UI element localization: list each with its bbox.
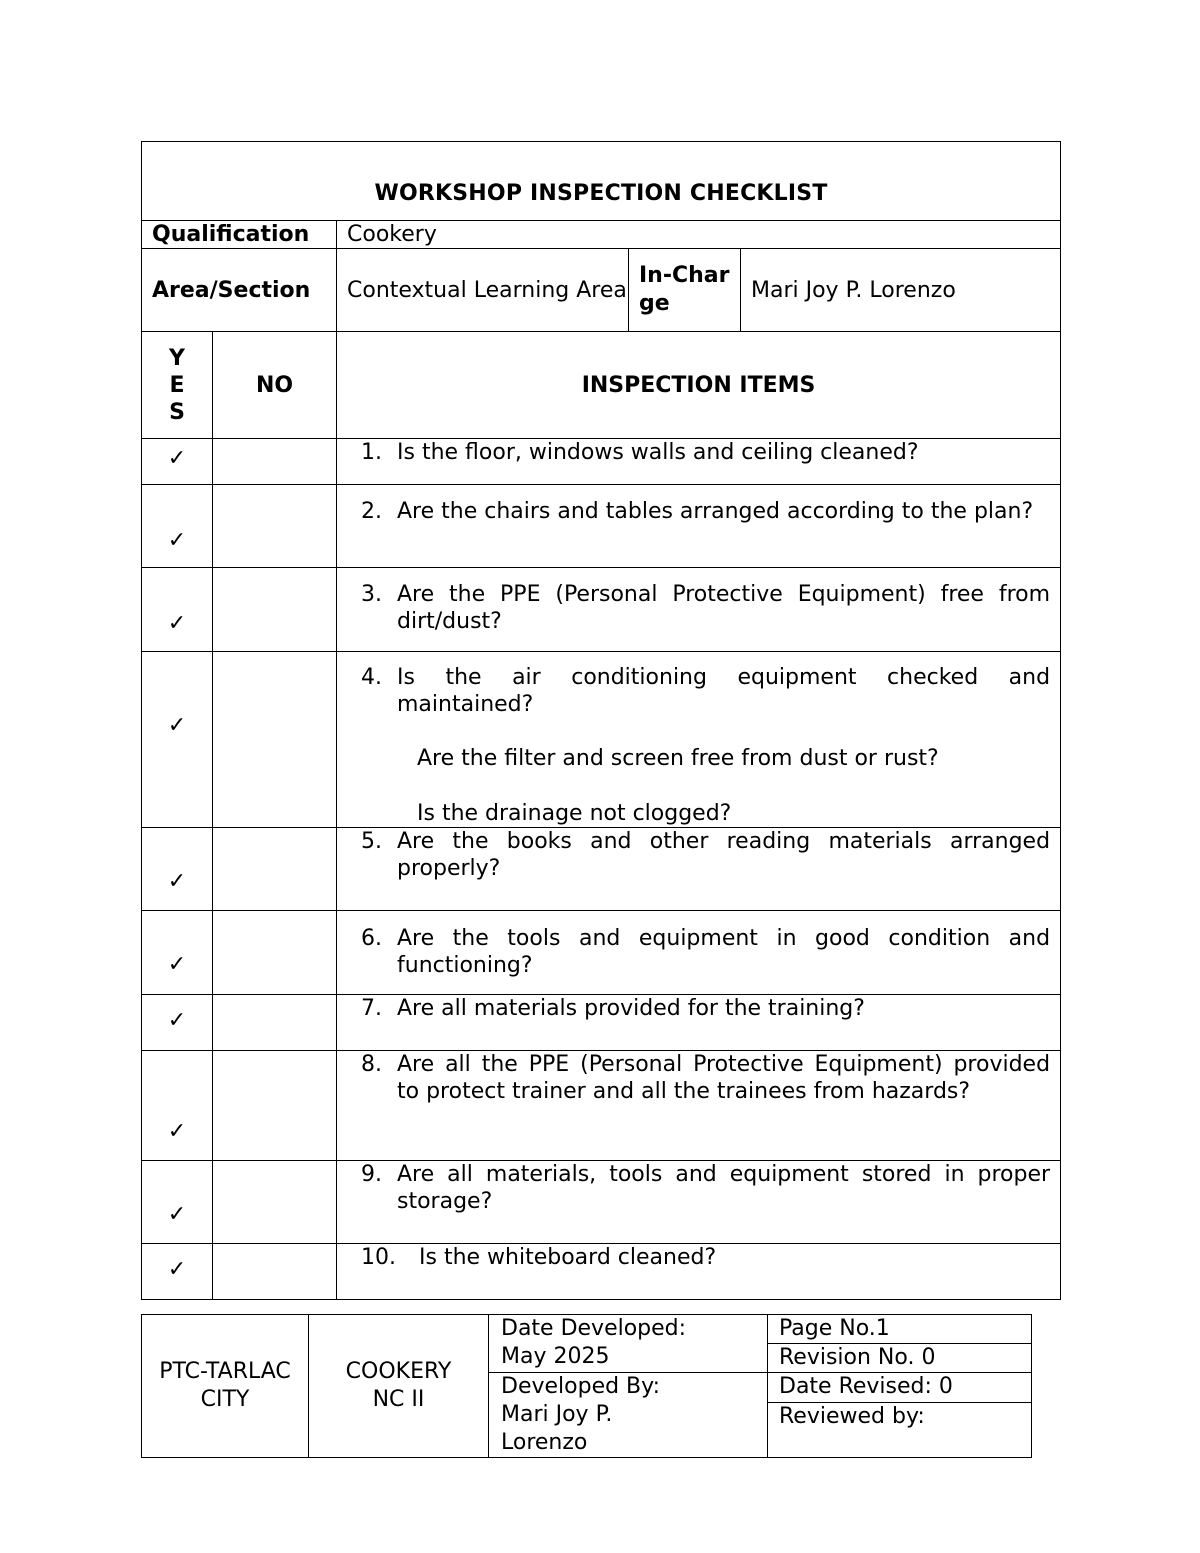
inspection-item	[337, 439, 1061, 485]
inspection-item	[337, 828, 1061, 911]
item-number: 6.	[361, 926, 382, 951]
inspection-item	[337, 485, 1061, 568]
check-icon: ✓	[167, 952, 187, 977]
item-number: 8.	[361, 1052, 382, 1077]
check-icon: ✓	[167, 1257, 187, 1282]
footer-reviewed-by: Reviewed by:	[768, 1403, 1032, 1458]
no-column-header: NO	[213, 332, 337, 439]
no-cell[interactable]	[213, 485, 337, 568]
inspection-item	[337, 1051, 1061, 1161]
yes-cell[interactable]	[142, 485, 213, 568]
in-charge-label: In-Charge	[629, 249, 741, 332]
item-subtext: Are the filter and screen free from dust or rust?	[417, 746, 939, 771]
item-number: 1.	[361, 440, 382, 465]
inspection-item	[337, 1161, 1061, 1244]
no-cell[interactable]	[213, 1161, 337, 1244]
no-cell[interactable]	[213, 568, 337, 652]
item-text: Are the books and other reading materials arranged properly?	[397, 829, 1051, 881]
no-cell[interactable]	[213, 828, 337, 911]
area-section-value: Contextual Learning Area	[337, 249, 629, 332]
footer-developed-by	[489, 1373, 768, 1458]
footer-date-developed	[489, 1315, 768, 1373]
yes-cell[interactable]	[142, 652, 213, 828]
item-text: Is the floor, windows walls and ceiling cleaned?	[397, 440, 919, 465]
item-text: Are the tools and equipment in good condition and functioning?	[397, 926, 1051, 978]
footer-revision-no: Revision No. 0	[768, 1344, 1032, 1373]
item-text: Are all the PPE (Personal Protective Equipment) provided to protect trainer and all the trainees from hazards?	[397, 1052, 1051, 1104]
inspection-item	[337, 911, 1061, 995]
check-icon: ✓	[167, 611, 187, 636]
no-cell[interactable]	[213, 995, 337, 1051]
item-number: 7.	[361, 996, 382, 1021]
yes-cell[interactable]	[142, 568, 213, 652]
qualification-value: Cookery	[337, 221, 1061, 249]
footer-page-no: Page No.1	[768, 1315, 1032, 1344]
yes-column-header: YES	[142, 332, 213, 439]
in-charge-value: Mari Joy P. Lorenzo	[741, 249, 1061, 332]
area-section-label: Area/Section	[142, 249, 337, 332]
footer-org: PTC-TARLAC CITY	[142, 1315, 309, 1458]
developed-by-label: Developed By:	[501, 1374, 660, 1399]
check-icon: ✓	[167, 528, 187, 553]
item-number: 4.	[361, 665, 382, 690]
document-footer-table	[141, 1314, 1032, 1458]
no-cell[interactable]	[213, 652, 337, 828]
checklist-title-cell	[142, 142, 1061, 221]
item-number: 5.	[361, 829, 382, 854]
inspection-item	[337, 995, 1061, 1051]
no-cell[interactable]	[213, 439, 337, 485]
date-developed-value: May 2025	[501, 1344, 610, 1369]
item-text: Is the air conditioning equipment checked and maintained?	[397, 665, 1051, 717]
no-cell[interactable]	[213, 911, 337, 995]
checklist-table	[141, 141, 1061, 1300]
yes-cell[interactable]	[142, 1244, 213, 1300]
qualification-label: Qualification	[142, 221, 337, 249]
yes-cell[interactable]	[142, 995, 213, 1051]
item-text: Are the chairs and tables arranged according to the plan?	[397, 499, 1034, 524]
footer-date-revised: Date Revised: 0	[768, 1373, 1032, 1403]
item-text: Is the whiteboard cleaned?	[419, 1245, 717, 1270]
item-number: 9.	[361, 1162, 382, 1187]
date-developed-label: Date Developed:	[501, 1316, 687, 1341]
item-number: 3.	[361, 582, 382, 607]
no-cell[interactable]	[213, 1051, 337, 1161]
check-icon: ✓	[167, 1008, 187, 1033]
item-subtext: Is the drainage not clogged?	[417, 801, 732, 826]
check-icon: ✓	[167, 1119, 187, 1144]
item-text: Are the PPE (Personal Protective Equipment) free from dirt/dust?	[397, 582, 1051, 634]
check-icon: ✓	[167, 869, 187, 894]
yes-cell[interactable]	[142, 439, 213, 485]
check-icon: ✓	[167, 446, 187, 471]
item-number: 10.	[361, 1245, 396, 1270]
check-icon: ✓	[167, 1202, 187, 1227]
yes-cell[interactable]	[142, 1161, 213, 1244]
checklist-title: WORKSHOP INSPECTION CHECKLIST	[374, 181, 828, 206]
inspection-items-header: INSPECTION ITEMS	[337, 332, 1061, 439]
check-icon: ✓	[167, 713, 187, 738]
yes-cell[interactable]	[142, 1051, 213, 1161]
item-text: Are all materials, tools and equipment stored in proper storage?	[397, 1162, 1051, 1214]
item-number: 2.	[361, 499, 382, 524]
developed-by-value: Mari Joy P. Lorenzo	[501, 1402, 613, 1455]
footer-course: COOKERY NC II	[309, 1315, 489, 1458]
inspection-item	[337, 652, 1061, 828]
inspection-item	[337, 568, 1061, 652]
inspection-item	[337, 1244, 1061, 1300]
no-cell[interactable]	[213, 1244, 337, 1300]
yes-cell[interactable]	[142, 911, 213, 995]
item-text: Are all materials provided for the training?	[397, 996, 865, 1021]
yes-cell[interactable]	[142, 828, 213, 911]
